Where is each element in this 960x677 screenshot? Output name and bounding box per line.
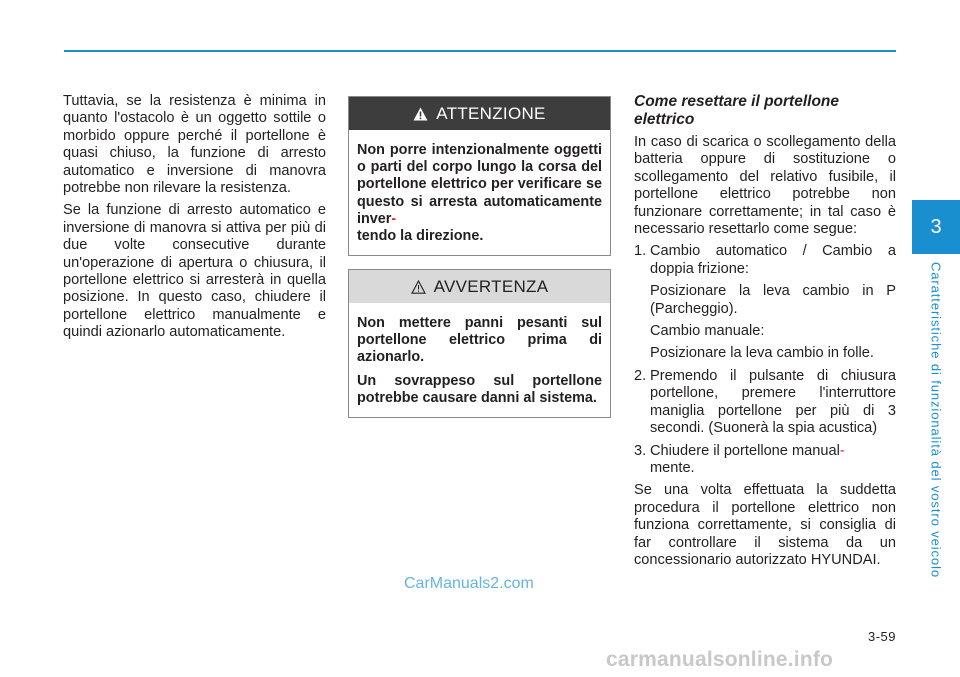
step-line: Posizionare la leva cambio in folle.	[650, 345, 874, 362]
section-heading: Come resettare il portellone elettrico	[634, 93, 840, 128]
attenzione-text: Non porre intenzionalmente oggetti o parti del corpo lungo la corsa del portellone elettrico per verificare se questo si arresta automaticamente inver	[357, 142, 602, 227]
paragraph: Se la funzione di arresto automatico e inversione di manovra si attiva per più di due volte consecutive durante un'operazione di apertura o chiusura, il portellone elettrico si arresterà in quella posizione. In questo caso, chiudere il portellone elettrico manualmente e quindi azionarlo automaticamente.	[63, 202, 326, 341]
attenzione-title: ATTENZIONE	[436, 103, 546, 123]
step-line: Cambio automatico / Cambio a doppia frizione:	[650, 243, 896, 277]
chapter-number: 3	[930, 215, 942, 238]
watermark-bottom: carmanualsonline.info	[606, 648, 834, 671]
intro-paragraph: In caso di scarica o scollegamento della batteria oppure di sostituzione o scollegamento del relativo fusibile, il portellone elettrico potrebbe non funzionare correttamente; in tal caso è necessario resettarlo come segue:	[634, 134, 896, 238]
attenzione-body	[349, 130, 610, 255]
step-line: Chiudere il portellone manual	[650, 442, 840, 459]
watermark-top: CarManuals2.com	[404, 575, 534, 592]
hyphen: -	[839, 442, 845, 459]
page-number: 3-59	[867, 629, 896, 644]
closing-paragraph: Se una volta effettuata la suddetta procedura il portellone elettrico non funziona correttamente, si consiglia di far controllare il sistema da un concessionario autorizzato HYUNDAI.	[634, 482, 896, 568]
avvertenza-body	[349, 303, 610, 417]
attenzione-box	[348, 96, 611, 256]
steps-list	[634, 243, 896, 477]
list-item	[634, 368, 896, 438]
step-line: Premendo il pulsante di chiusura portellone, premere l'interruttore maniglia portellone per più di 3 secondi. (Suonerà la spia acustica)	[650, 367, 896, 437]
step-line-end: mente.	[650, 459, 695, 476]
warning-triangle-icon	[413, 107, 428, 121]
chapter-tab	[912, 200, 960, 254]
step-number: 2.	[634, 367, 647, 384]
step-line: Cambio manuale:	[650, 323, 765, 340]
attenzione-header	[349, 97, 610, 130]
step-number: 1.	[634, 243, 647, 260]
step-line: Posizionare la leva cambio in P (Parcheggio).	[650, 283, 896, 317]
list-item	[634, 243, 896, 362]
avvertenza-paragraph: Non mettere panni pesanti sul portellone elettrico prima di azionarlo.	[357, 315, 602, 366]
top-rule	[64, 50, 896, 52]
list-item	[634, 443, 896, 478]
attenzione-text-end: tendo la direzione.	[357, 228, 484, 245]
avvertenza-paragraph: Un sovrappeso sul portellone potrebbe causare danni al sistema.	[357, 372, 602, 406]
step-number: 3.	[634, 442, 647, 459]
right-column	[634, 93, 896, 574]
left-column	[63, 93, 326, 347]
avvertenza-title: AVVERTENZA	[433, 276, 549, 296]
avvertenza-box	[348, 269, 611, 418]
paragraph: Tuttavia, se la resistenza è minima in quanto l'ostacolo è un oggetto sottile o morbido oppure perché il portellone è quasi chiuso, la funzione di arresto automatico e inversione di manovra potrebbe non rilevare la resistenza.	[63, 93, 326, 197]
caution-triangle-outline-icon	[411, 280, 426, 294]
hyphen: -	[391, 210, 397, 227]
chapter-title: Caratteristiche di funzionalità del vostro veicolo	[928, 262, 944, 578]
avvertenza-header	[349, 270, 610, 303]
